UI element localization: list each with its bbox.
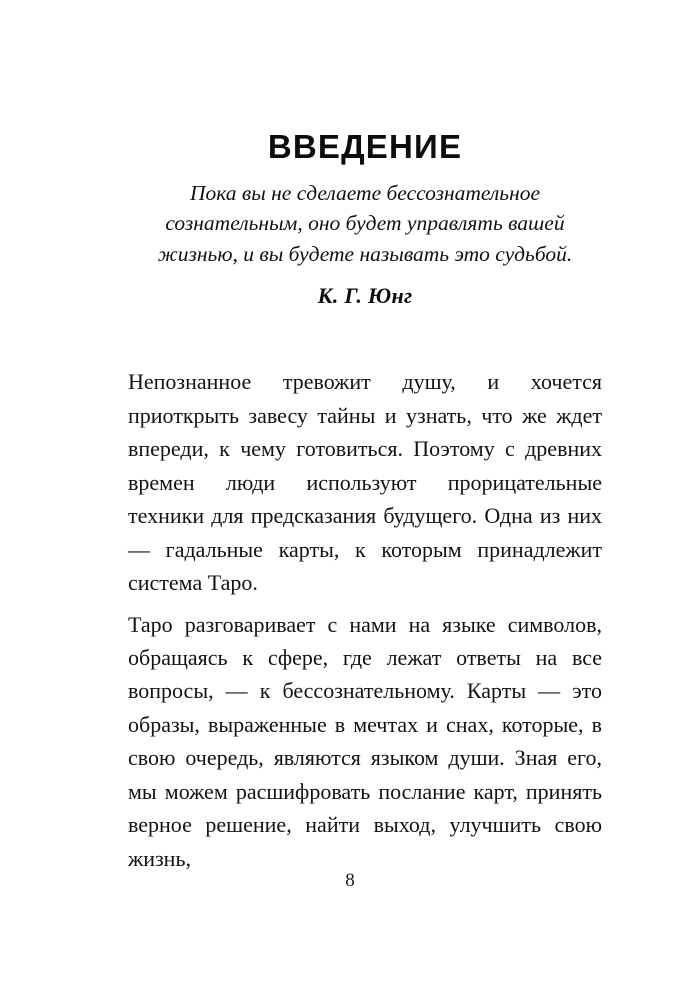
- paragraph: Непознанное тревожит душу, и хочется приоткрыть завесу тайны и узнать, что же ждет впереди, к чему готовиться. Поэтому с древних времен люди используют прорицательные техники для предсказания будущего. Одна из них — гадальные карты, к которым принадлежит система Таро.: [128, 369, 602, 596]
- page-number: 8: [345, 870, 355, 891]
- page-content: [128, 128, 602, 875]
- epigraph-text: Пока вы не сделаете бессознательное сознательным, оно будет управлять вашей жизнью, и вы будете называть это судьбой.: [157, 180, 573, 266]
- body-text: [128, 365, 602, 875]
- epigraph-author: К. Г. Юнг: [317, 283, 413, 309]
- page-title: ВВЕДЕНИЕ: [267, 128, 463, 165]
- paragraph: Таро разговаривает с нами на языке символов, обращаясь к сфере, где лежат ответы на все вопросы, — к бессознательному. Карты — это образы, выраженные в мечтах и снах, которые, в свою очередь, являются языком души. Зная его, мы можем расшифровать послание карт, принять верное решение, найти выход, улучшить свою жизнь,: [128, 611, 602, 871]
